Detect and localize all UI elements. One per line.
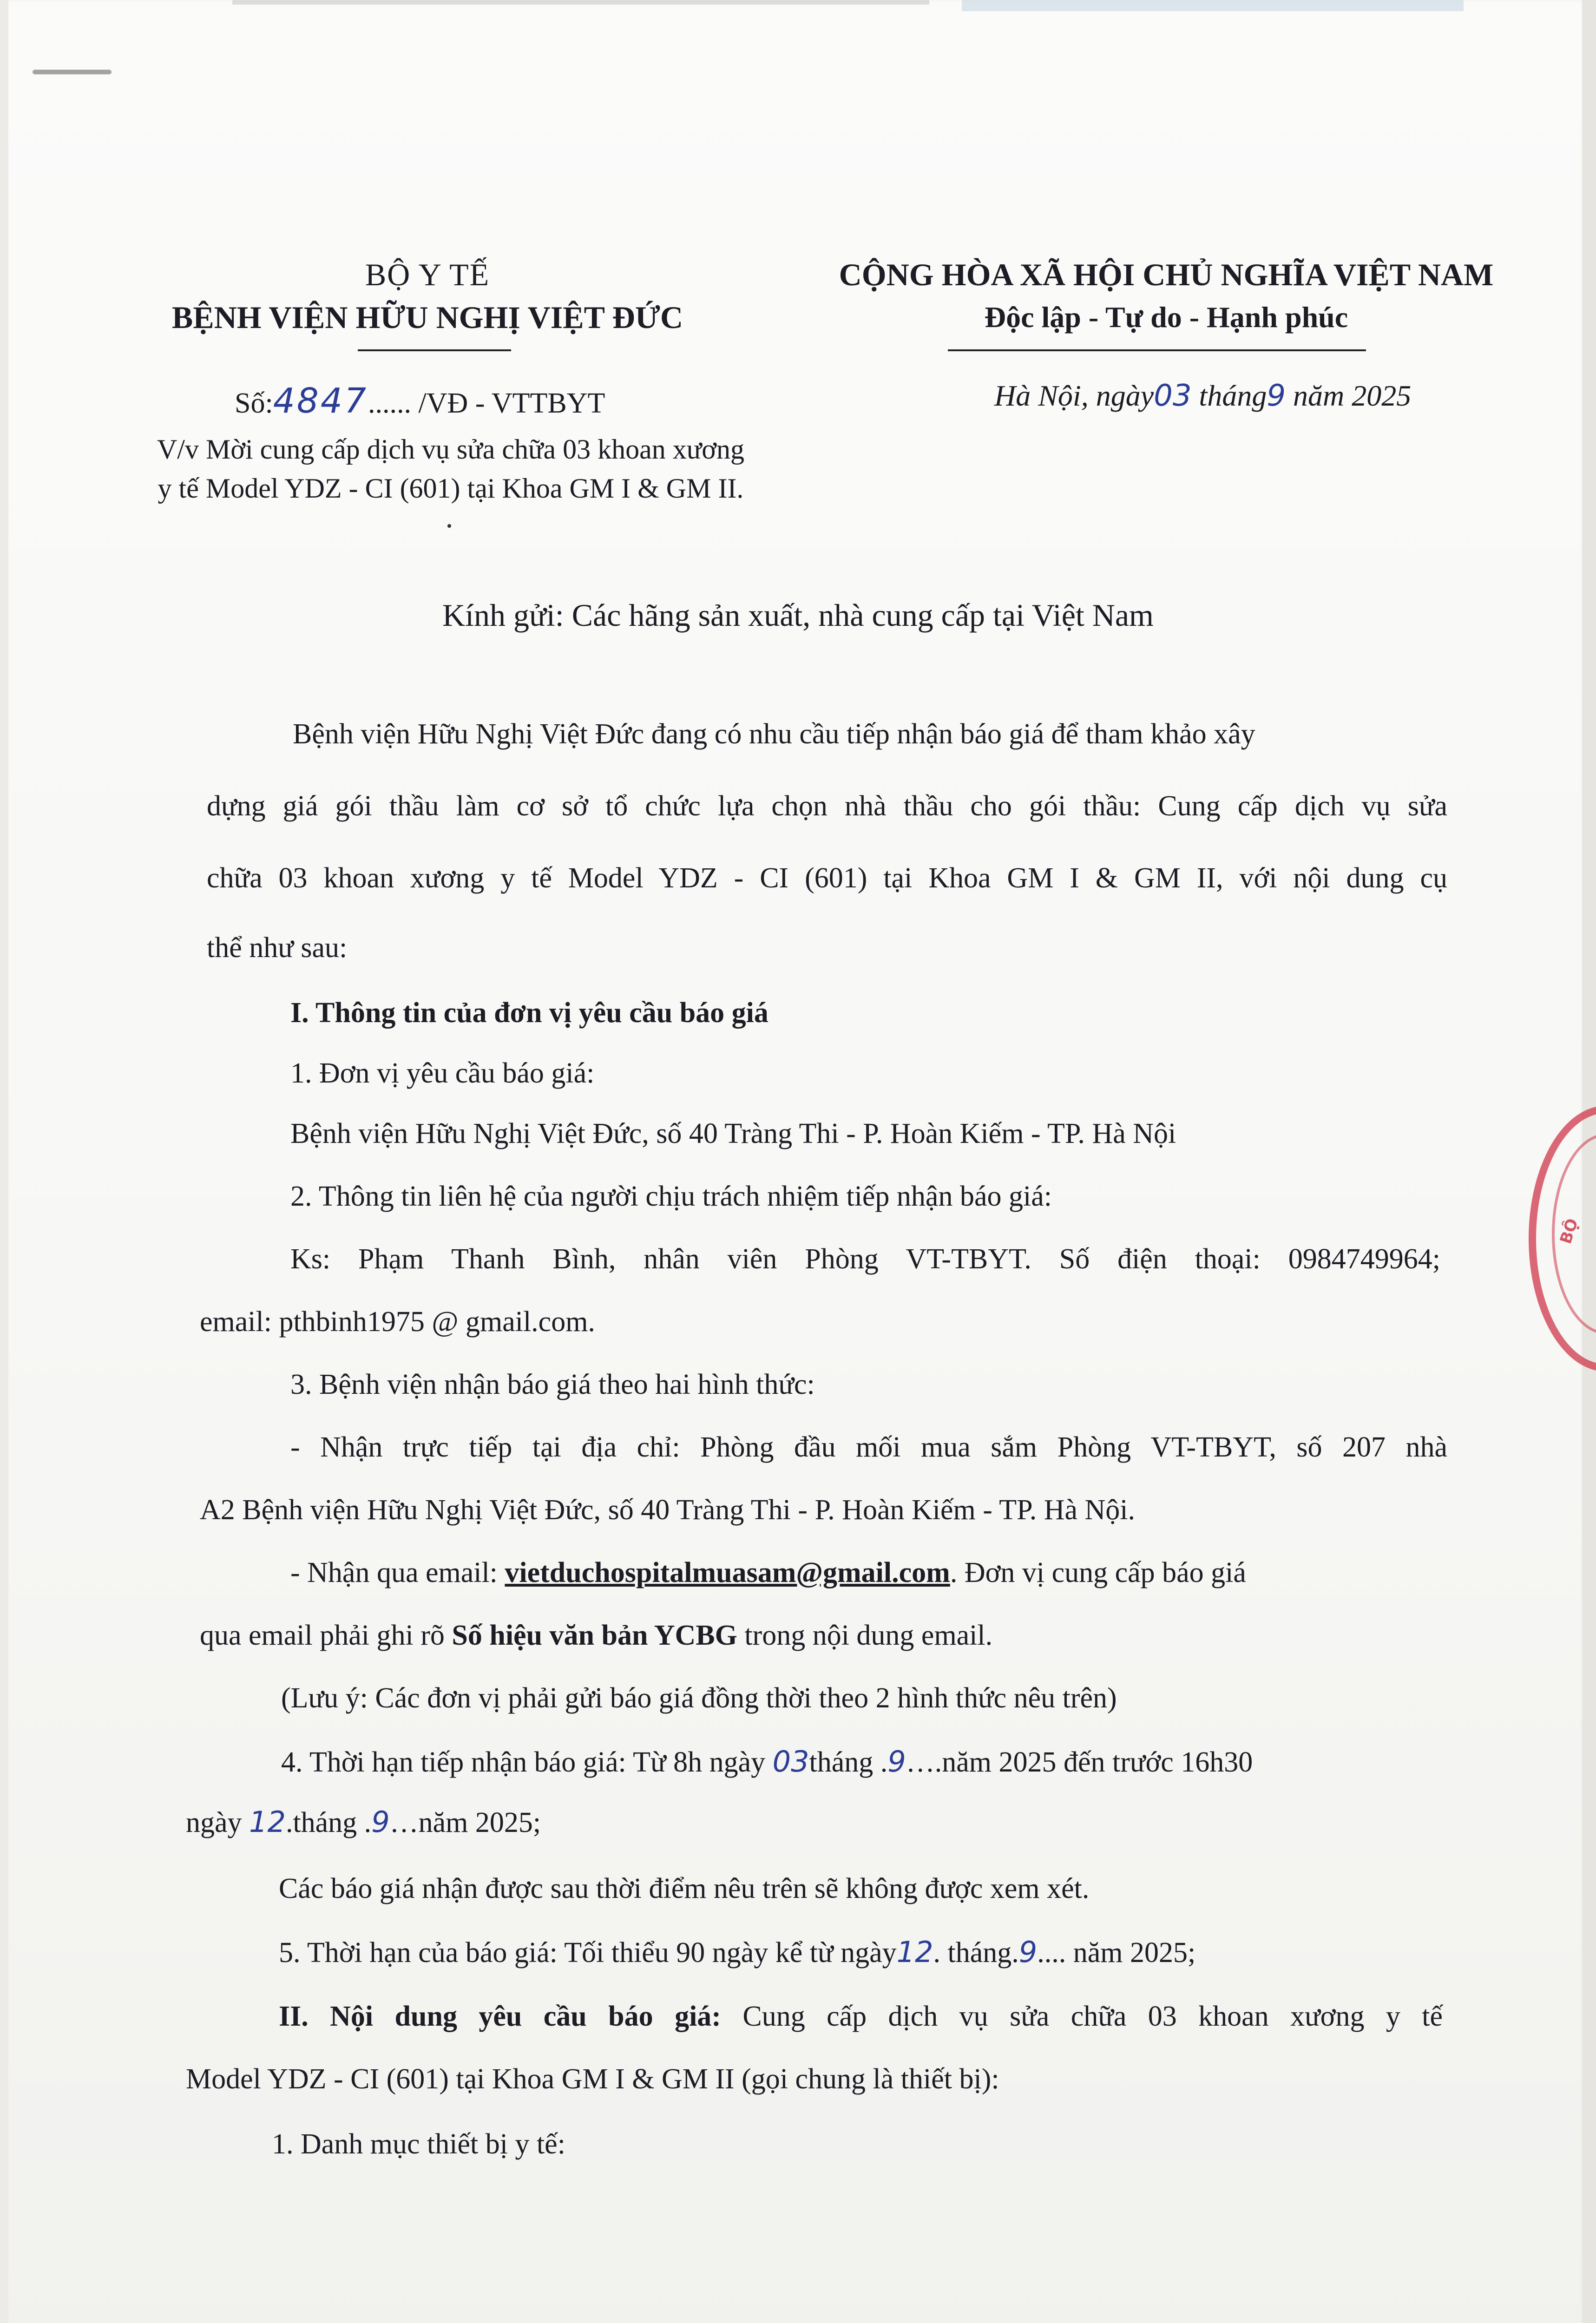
national-motto: Độc lập - Tự do - Hạnh phúc bbox=[984, 301, 1348, 334]
section-1-item-2-line-1: Ks: Phạm Thanh Bình, nhân viên Phòng VT-TBYT. Số điện thoại: 0984749964; bbox=[290, 1243, 1440, 1275]
item5-prefix: 5. Thời hạn của báo giá: Tối thiểu 90 ngày kể từ ngày bbox=[279, 1937, 897, 1969]
handwritten-month: 9 bbox=[1267, 379, 1286, 413]
ministry-name: BỘ Y TẾ bbox=[365, 257, 490, 292]
section-2-heading-rest: Cung cấp dịch vụ sửa chữa 03 khoan xương y tế bbox=[742, 2001, 1443, 2032]
handwritten-month-start: 9 bbox=[887, 1745, 906, 1778]
section-1-item-4-line-1 bbox=[281, 1745, 1253, 1779]
item4-mid: ….năm 2025 đến trước 16h30 bbox=[906, 1746, 1253, 1778]
section-1-item-3-direct-1: - Nhận trực tiếp tại địa chỉ: Phòng đầu mối mua sắm Phòng VT-TBYT, số 207 nhà bbox=[290, 1431, 1447, 1463]
hospital-name: BỆNH VIỆN HỮU NGHỊ VIỆT ĐỨC bbox=[171, 300, 683, 335]
section-1-heading: I. Thông tin của đơn vị yêu cầu báo giá bbox=[290, 997, 768, 1029]
email-line2-prefix: qua email phải ghi rõ bbox=[200, 1620, 445, 1651]
month-label: tháng bbox=[1199, 379, 1267, 412]
section-1-item-3-note: (Lưu ý: Các đơn vị phải gửi báo giá đồng thời theo 2 hình thức nêu trên) bbox=[281, 1682, 1117, 1714]
handwritten-day-end: 12 bbox=[249, 1805, 286, 1839]
item4-month-label: tháng . bbox=[809, 1746, 888, 1778]
section-1-item-3-label: 3. Bệnh viện nhận báo giá theo hai hình thức: bbox=[290, 1369, 815, 1400]
item5-suffix: .... năm 2025; bbox=[1037, 1937, 1196, 1969]
seal-text: BỘ bbox=[1556, 1216, 1582, 1247]
intro-line-1: Bệnh viện Hữu Nghị Việt Đức đang có nhu cầu tiếp nhận báo giá để tham khảo xây bbox=[293, 718, 1255, 750]
intro-line-2: dựng giá gói thầu làm cơ sở tổ chức lựa chọn nhà thầu cho gói thầu: Cung cấp dịch vụ sửa bbox=[207, 790, 1447, 822]
item5-month-label: . tháng. bbox=[933, 1937, 1019, 1969]
date-prefix: Hà Nội, ngày bbox=[994, 379, 1154, 412]
section-2-line-2: Model YDZ - CI (601) tại Khoa GM I & GM II (gọi chung là thiết bị): bbox=[186, 2063, 999, 2095]
item4-month2-label: .tháng . bbox=[285, 1807, 372, 1838]
email-line2-suffix: trong nội dung email. bbox=[744, 1620, 993, 1651]
section-2-heading-bold: II. Nội dung yêu cầu báo giá: bbox=[279, 2001, 721, 2032]
section-1-item-4-note: Các báo giá nhận được sau thời điểm nêu trên sẽ không được xem xét. bbox=[279, 1873, 1090, 1904]
section-1-item-2-line-2: email: pthbinh1975 @ gmail.com. bbox=[200, 1306, 595, 1338]
subject-line-1: V/v Mời cung cấp dịch vụ sửa chữa 03 khoan xương bbox=[157, 434, 745, 465]
recipient-line: Kính gửi: Các hãng sản xuất, nhà cung cấp tại Việt Nam bbox=[442, 597, 1154, 633]
section-2-item-1: 1. Danh mục thiết bị y tế: bbox=[272, 2128, 565, 2160]
item4-prefix: 4. Thời hạn tiếp nhận báo giá: Từ 8h ngày bbox=[281, 1746, 766, 1778]
handwritten-number: 4847 bbox=[273, 381, 368, 421]
section-2-heading bbox=[279, 2000, 1443, 2033]
number-prefix: Số: bbox=[235, 387, 273, 419]
intro-line-3: chữa 03 khoan xương y tế Model YDZ - CI (601) tại Khoa GM I & GM II, với nội dung cụ bbox=[207, 862, 1447, 894]
intro-line-4: thể như sau: bbox=[207, 932, 348, 964]
email-suffix: . Đơn vị cung cấp báo giá bbox=[950, 1557, 1246, 1588]
email-link[interactable]: vietduchospitalmuasam@gmail.com bbox=[505, 1557, 950, 1588]
email-line2-bold: Số hiệu văn bản YCBG bbox=[452, 1620, 737, 1651]
item4-line2-suffix: …năm 2025; bbox=[389, 1807, 541, 1838]
year-text: năm 2025 bbox=[1293, 379, 1412, 412]
section-1-item-1-label: 1. Đơn vị yêu cầu báo giá: bbox=[290, 1057, 595, 1089]
section-1-item-5 bbox=[279, 1935, 1195, 1969]
section-1-item-3-direct-2: A2 Bệnh viện Hữu Nghị Việt Đức, số 40 Tràng Thi - P. Hoàn Kiếm - TP. Hà Nội. bbox=[200, 1494, 1136, 1526]
section-1-item-3-email-line-2 bbox=[200, 1619, 992, 1652]
item4-line2-prefix: ngày bbox=[186, 1807, 242, 1838]
number-suffix: ...... /VĐ - VTTBYT bbox=[368, 387, 605, 419]
handwritten-validity-month: 9 bbox=[1018, 1935, 1038, 1969]
section-1-item-3-email-line bbox=[290, 1556, 1246, 1589]
country-name: CỘNG HÒA XÃ HỘI CHỦ NGHĨA VIỆT NAM bbox=[839, 257, 1494, 292]
handwritten-day-start: 03 bbox=[772, 1745, 809, 1778]
subject-line-2: y tế Model YDZ - CI (601) tại Khoa GM I & GM II. bbox=[158, 473, 744, 504]
handwritten-day: 03 bbox=[1154, 379, 1192, 413]
section-1-item-2-label: 2. Thông tin liên hệ của người chịu trách nhiệm tiếp nhận báo giá: bbox=[290, 1181, 1052, 1212]
email-prefix: - Nhận qua email: bbox=[290, 1557, 498, 1588]
handwritten-month-end: 9 bbox=[371, 1805, 390, 1839]
section-1-item-1-value: Bệnh viện Hữu Nghị Việt Đức, số 40 Tràng Thi - P. Hoàn Kiếm - TP. Hà Nội bbox=[290, 1118, 1176, 1149]
handwritten-validity-day: 12 bbox=[896, 1935, 933, 1969]
section-1-item-4-line-2 bbox=[186, 1805, 541, 1839]
